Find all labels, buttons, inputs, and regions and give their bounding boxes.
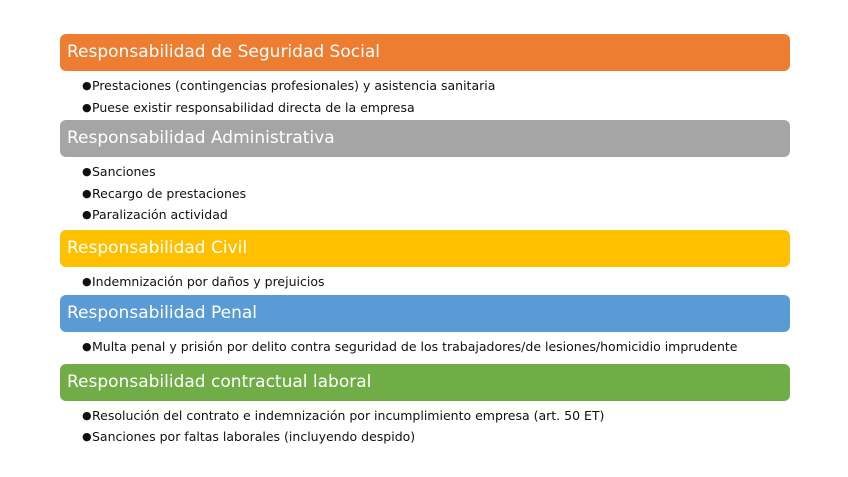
section-header: Responsabilidad Civil [60, 230, 790, 267]
list-item-text: Indemnización por daños y prejuicios [92, 273, 325, 289]
list-item-text: Paralización actividad [92, 207, 228, 222]
list-item [82, 97, 790, 119]
list-item [82, 405, 790, 427]
list-item-text: Recargo de prestaciones [92, 185, 247, 201]
section-header: Responsabilidad contractual laboral [60, 364, 790, 401]
list-item [82, 271, 790, 293]
bullet-icon: ● [82, 430, 92, 443]
list-item [82, 183, 790, 205]
list-item [82, 336, 790, 358]
list-item [82, 204, 790, 226]
section-header: Responsabilidad de Seguridad Social [60, 34, 790, 71]
section-contractual-laboral [60, 364, 790, 455]
list-item-text: Sanciones por faltas laborales (incluyendo despido) [92, 429, 416, 444]
bullet-icon: ● [82, 79, 92, 92]
bullet-icon: ● [82, 100, 92, 114]
bullet-icon: ● [82, 340, 92, 353]
bullet-icon: ● [82, 274, 92, 288]
section-header: Responsabilidad Penal [60, 295, 790, 332]
section-items [60, 332, 790, 364]
bullet-icon: ● [82, 186, 92, 200]
list-item [82, 161, 790, 183]
list-item-text: Prestaciones (contingencias profesionales) y asistencia sanitaria [92, 78, 496, 93]
list-item-text: Multa penal y prisión por delito contra seguridad de los trabajadores/de lesiones/homicidio imprudente [92, 339, 738, 354]
bullet-icon: ● [82, 408, 92, 422]
section-header: Responsabilidad Administrativa [60, 120, 790, 157]
section-items [60, 71, 790, 120]
bullet-icon: ● [82, 165, 92, 178]
section-items [60, 401, 790, 455]
list-item [82, 426, 790, 448]
responsibility-list-diagram [60, 34, 790, 455]
list-item-text: Resolución del contrato e indemnización por incumplimiento empresa (art. 50 ET) [92, 407, 605, 423]
bullet-icon: ● [82, 208, 92, 221]
section-administrativa [60, 120, 790, 230]
section-items [60, 267, 790, 296]
section-civil [60, 230, 790, 296]
list-item [82, 75, 790, 97]
list-item-text: Puese existir responsabilidad directa de la empresa [92, 99, 415, 115]
list-item-text: Sanciones [92, 164, 156, 179]
section-penal [60, 295, 790, 364]
section-items [60, 157, 790, 230]
section-seguridad-social [60, 34, 790, 120]
